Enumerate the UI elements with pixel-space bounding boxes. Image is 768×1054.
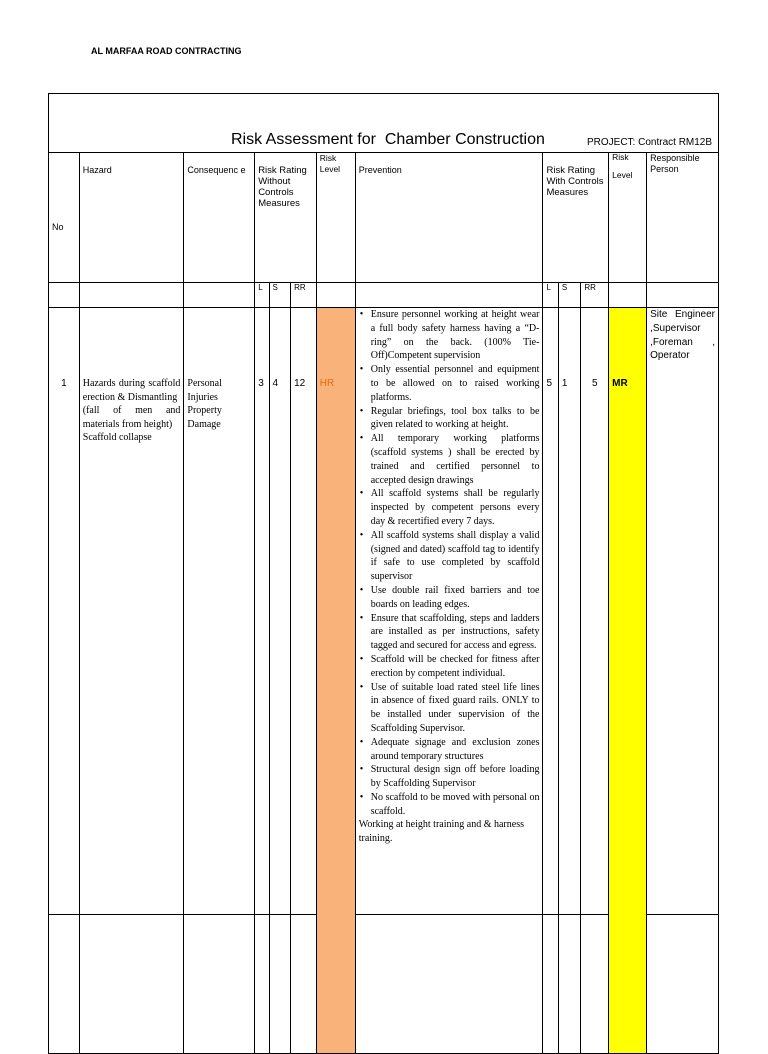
col-header-responsible: Responsible Person — [647, 153, 719, 283]
prevention-item: • Regular briefings, tool box talks to be given related to working at height. — [371, 405, 540, 433]
subheader-blank — [184, 283, 255, 308]
company-name: AL MARFAA ROAD CONTRACTING — [91, 46, 242, 56]
prevention-item: • All scaffold systems shall be regularly inspected by competent persons every day & recertified every 7 days. — [371, 487, 540, 528]
row-risk-rating-2: 5 — [581, 308, 609, 1054]
row-risk-rating: 12 — [291, 308, 317, 1054]
title-row — [48, 93, 719, 152]
prevention-item: • Use double rail fixed barriers and toe boards on leading edges. — [371, 584, 540, 612]
table-row — [49, 308, 719, 1054]
prevention-item: • All scaffold systems shall display a valid (signed and dated) scaffold tag to identify if safe to use completed by scaffold supervisor — [371, 529, 540, 584]
row-prevention — [355, 308, 543, 1054]
row-responsible: Site Engineer ,Supervisor ,Foreman , Operator — [647, 308, 719, 1054]
subheader-blank — [647, 283, 719, 308]
subheader-l-2: L — [543, 283, 558, 308]
col-header-risk-level-2: Risk Level — [609, 153, 647, 283]
prevention-trailer: Working at height training and & harness training. — [358, 819, 524, 845]
row-number: 1 — [49, 308, 80, 1054]
prevention-item: • No scaffold to be moved with personal on scaffold. — [371, 791, 540, 819]
prevention-item: • Use of suitable load rated steel life lines in absence of fixed guard rails. ONLY to be installed under supervision of the Scaffolding Supervisor. — [371, 681, 540, 736]
subheader-blank — [79, 283, 184, 308]
prevention-item: • Adequate signage and exclusion zones around temporary structures — [371, 736, 540, 764]
row-risk-level: HR — [316, 308, 355, 1054]
col-header-risk-without: Risk Rating Without Controls Measures — [255, 153, 317, 283]
subheader-rr: RR — [291, 283, 317, 308]
col-header-risk-with: Risk Rating With Controls Measures — [543, 153, 609, 283]
col-header-consequence: Consequenc e — [184, 153, 255, 283]
col-header-prevention: Prevention — [355, 153, 543, 283]
project-label: PROJECT: Contract RM12B — [587, 137, 713, 148]
row-consequence: Personal Injuries Property Damage — [184, 308, 255, 1054]
subheader-blank — [49, 283, 80, 308]
row-likelihood-2: 5 — [543, 308, 558, 1054]
subheader-blank — [609, 283, 647, 308]
header-row — [49, 153, 719, 283]
col-header-no: No — [49, 153, 80, 283]
page-title: Risk Assessment for Chamber Construction — [231, 131, 545, 148]
subheader-rr-2: RR — [581, 283, 609, 308]
subheader-blank — [316, 283, 355, 308]
risk-table — [48, 152, 719, 1054]
subheader-l: L — [255, 283, 269, 308]
prevention-item: • All temporary working platforms (scaffold systems ) shall be erected by trained and certified personnel to accepted design drawings — [371, 432, 540, 487]
subheader-blank — [355, 283, 543, 308]
subheader-s: S — [269, 283, 291, 308]
row-likelihood: 3 — [255, 308, 269, 1054]
subheader-row — [49, 283, 719, 308]
subheader-s-2: S — [558, 283, 581, 308]
prevention-item: • Scaffold will be checked for fitness after erection by competent individual. — [371, 653, 540, 681]
prevention-list — [359, 308, 540, 818]
prevention-item: • Ensure personnel working at height wear a full body safety harness having a “D-ring” on the back. (100% Tie-Off)Competent supervision — [371, 308, 540, 363]
prevention-item: • Ensure that scaffolding, steps and ladders are installed as per instructions, safety tagged and secured for access and egress. — [371, 612, 540, 653]
row-severity-2: 1 — [558, 308, 581, 1054]
row-severity: 4 — [269, 308, 291, 1054]
row-hazard: Hazards during scaffold erection & Dismantling (fall of men and materials from height) Scaffold collapse — [79, 308, 184, 1054]
col-header-risk-level: Risk Level — [316, 153, 355, 283]
col-header-hazard: Hazard — [79, 153, 184, 283]
row-risk-level-2: MR — [609, 308, 647, 1054]
prevention-item: • Only essential personnel and equipment to be allowed on to raised working platforms. — [371, 363, 540, 404]
prevention-item: • Structural design sign off before loading by Scaffolding Supervisor — [371, 763, 540, 791]
